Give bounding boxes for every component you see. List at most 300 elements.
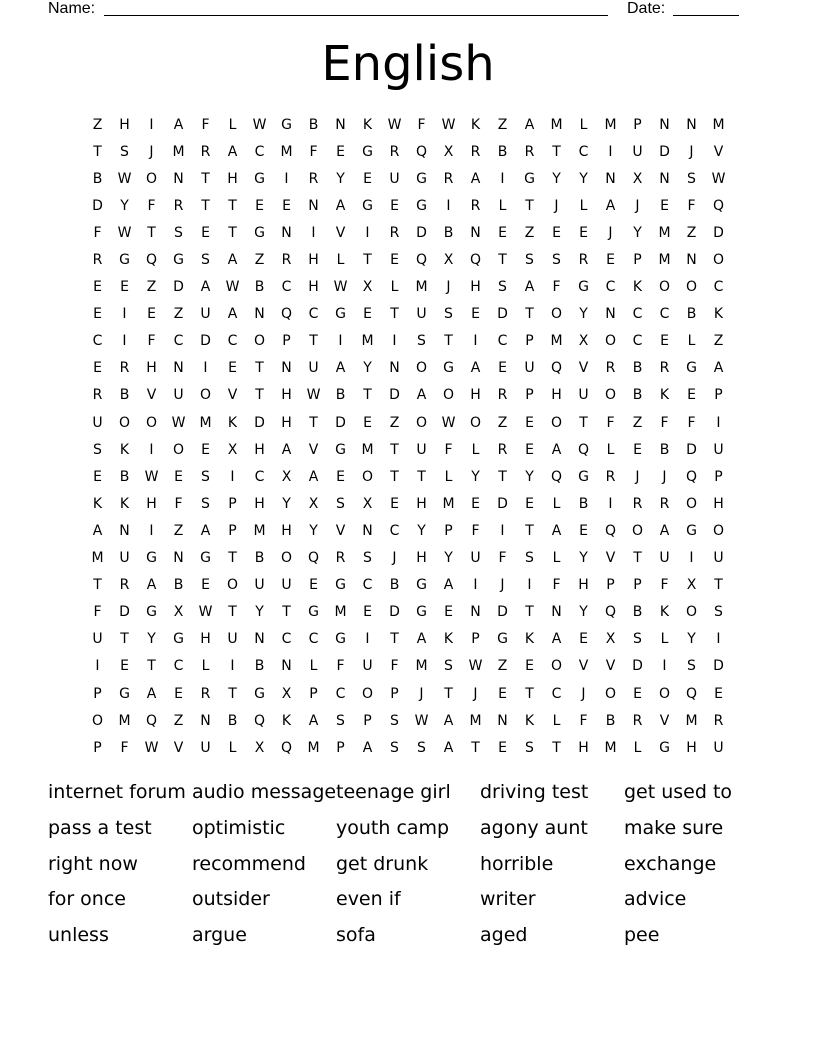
grid-letter: Y bbox=[336, 170, 345, 187]
grid-letter: R bbox=[173, 197, 184, 214]
grid-letter: S bbox=[93, 441, 102, 458]
grid-letter: T bbox=[525, 604, 534, 621]
grid-letter: O bbox=[226, 577, 239, 594]
grid-letter: A bbox=[227, 252, 238, 269]
grid-letter: A bbox=[659, 522, 670, 539]
grid-letter: G bbox=[308, 604, 319, 621]
grid-letter: R bbox=[497, 387, 508, 404]
grid-letter: C bbox=[578, 143, 589, 160]
word-bank-item: aged bbox=[480, 924, 528, 947]
grid-letter: E bbox=[120, 658, 129, 675]
grid-letter: R bbox=[443, 170, 454, 187]
grid-letter: T bbox=[525, 522, 534, 539]
grid-letter: U bbox=[362, 658, 373, 675]
grid-letter: M bbox=[442, 495, 455, 512]
grid-letter: G bbox=[335, 306, 346, 323]
grid-letter: F bbox=[93, 224, 102, 241]
grid-letter: D bbox=[686, 441, 697, 458]
word-bank-item: audio message bbox=[192, 781, 337, 803]
grid-letter: G bbox=[578, 279, 589, 296]
grid-letter: E bbox=[498, 360, 507, 377]
grid-letter: Q bbox=[145, 712, 158, 729]
grid-letter: M bbox=[199, 414, 212, 431]
grid-letter: N bbox=[605, 306, 616, 323]
word-bank-item: horrible bbox=[480, 852, 554, 875]
grid-letter: J bbox=[608, 224, 613, 241]
grid-letter: E bbox=[579, 631, 588, 648]
grid-letter: L bbox=[633, 739, 642, 756]
grid-letter: G bbox=[119, 685, 130, 702]
grid-letter: I bbox=[230, 658, 235, 675]
grid-letter: Q bbox=[550, 468, 563, 485]
grid-letter: H bbox=[227, 170, 238, 187]
grid-letter: E bbox=[525, 495, 534, 512]
grid-letter: I bbox=[230, 468, 235, 485]
grid-letter: B bbox=[119, 468, 130, 485]
grid-letter: U bbox=[281, 577, 292, 594]
grid-letter: L bbox=[498, 197, 507, 214]
grid-letter: I bbox=[446, 197, 451, 214]
grid-letter: D bbox=[254, 414, 265, 431]
grid-letter: H bbox=[254, 495, 265, 512]
grid-letter: B bbox=[497, 143, 508, 160]
grid-letter: V bbox=[335, 522, 346, 539]
grid-letter: M bbox=[334, 604, 347, 621]
word-bank-item: pee bbox=[624, 924, 660, 947]
grid-letter: S bbox=[498, 279, 507, 296]
grid-letter: B bbox=[254, 279, 265, 296]
grid-letter: R bbox=[632, 495, 643, 512]
grid-letter: K bbox=[281, 712, 292, 729]
grid-letter: C bbox=[389, 522, 400, 539]
grid-letter: G bbox=[146, 604, 157, 621]
grid-letter: V bbox=[335, 224, 346, 241]
grid-letter: U bbox=[659, 550, 670, 567]
grid-letter: K bbox=[443, 631, 454, 648]
grid-letter: C bbox=[632, 306, 643, 323]
grid-letter: H bbox=[146, 360, 157, 377]
grid-letter: A bbox=[524, 279, 535, 296]
grid-letter: P bbox=[714, 387, 723, 404]
grid-letter: V bbox=[146, 387, 157, 404]
grid-letter: E bbox=[471, 495, 480, 512]
grid-letter: P bbox=[228, 522, 237, 539]
grid-letter: N bbox=[173, 550, 184, 567]
grid-letter: F bbox=[93, 604, 102, 621]
grid-letter: D bbox=[200, 333, 211, 350]
grid-letter: P bbox=[93, 685, 102, 702]
grid-letter: Z bbox=[173, 522, 184, 539]
grid-letter: H bbox=[281, 414, 292, 431]
grid-letter: T bbox=[228, 550, 237, 567]
grid-letter: Q bbox=[604, 604, 617, 621]
grid-letter: S bbox=[525, 739, 534, 756]
grid-letter: Q bbox=[469, 252, 482, 269]
grid-letter: E bbox=[255, 197, 264, 214]
grid-letter: C bbox=[551, 685, 562, 702]
grid-letter: Y bbox=[633, 224, 642, 241]
grid-letter: S bbox=[687, 658, 696, 675]
grid-letter: L bbox=[552, 550, 561, 567]
grid-letter: V bbox=[605, 550, 616, 567]
word-bank-item: teenage girl bbox=[336, 781, 451, 803]
grid-letter: O bbox=[469, 414, 482, 431]
grid-letter: M bbox=[307, 739, 320, 756]
grid-letter: R bbox=[389, 224, 400, 241]
grid-letter: A bbox=[281, 441, 292, 458]
grid-letter: X bbox=[443, 143, 454, 160]
grid-letter: F bbox=[660, 577, 669, 594]
grid-letter: H bbox=[686, 739, 697, 756]
grid-letter: A bbox=[362, 739, 373, 756]
grid-letter: N bbox=[659, 116, 670, 133]
grid-letter: K bbox=[524, 631, 535, 648]
grid-letter: M bbox=[604, 116, 617, 133]
grid-letter: E bbox=[633, 685, 642, 702]
grid-letter: I bbox=[689, 550, 694, 567]
grid-letter: A bbox=[308, 712, 319, 729]
grid-letter: A bbox=[335, 197, 346, 214]
word-bank-item: writer bbox=[480, 888, 536, 911]
grid-letter: H bbox=[416, 495, 427, 512]
grid-letter: H bbox=[470, 279, 481, 296]
grid-letter: G bbox=[443, 360, 454, 377]
grid-letter: R bbox=[92, 387, 103, 404]
grid-letter: T bbox=[714, 577, 723, 594]
grid-letter: O bbox=[118, 414, 131, 431]
grid-letter: Y bbox=[471, 468, 480, 485]
grid-letter: L bbox=[471, 441, 480, 458]
grid-letter: B bbox=[659, 441, 670, 458]
grid-letter: G bbox=[335, 577, 346, 594]
grid-letter: U bbox=[416, 441, 427, 458]
date-input-line[interactable] bbox=[673, 15, 739, 16]
grid-letter: H bbox=[308, 279, 319, 296]
grid-letter: E bbox=[498, 224, 507, 241]
grid-letter: O bbox=[604, 387, 617, 404]
grid-letter: Q bbox=[280, 306, 293, 323]
grid-letter: L bbox=[201, 658, 210, 675]
grid-letter: Y bbox=[363, 360, 372, 377]
grid-letter: Y bbox=[309, 522, 318, 539]
grid-letter: G bbox=[173, 252, 184, 269]
grid-letter: M bbox=[712, 116, 725, 133]
grid-letter: G bbox=[524, 170, 535, 187]
grid-letter: S bbox=[525, 252, 534, 269]
grid-letter: P bbox=[714, 468, 723, 485]
grid-letter: W bbox=[468, 658, 483, 675]
grid-letter: E bbox=[660, 197, 669, 214]
grid-letter: T bbox=[498, 252, 507, 269]
grid-letter: O bbox=[550, 306, 563, 323]
grid-letter: X bbox=[308, 495, 319, 512]
grid-letter: D bbox=[497, 604, 508, 621]
grid-letter: Q bbox=[604, 522, 617, 539]
grid-letter: Z bbox=[632, 414, 643, 431]
grid-letter: Q bbox=[253, 712, 266, 729]
grid-letter: E bbox=[498, 685, 507, 702]
grid-letter: A bbox=[200, 522, 211, 539]
grid-letter: E bbox=[390, 495, 399, 512]
grid-letter: E bbox=[714, 685, 723, 702]
grid-letter: W bbox=[144, 468, 159, 485]
grid-letter: H bbox=[281, 522, 292, 539]
grid-letter: L bbox=[687, 333, 696, 350]
grid-letter: H bbox=[578, 577, 589, 594]
grid-letter: D bbox=[659, 143, 670, 160]
grid-letter: O bbox=[361, 468, 374, 485]
grid-letter: Z bbox=[524, 224, 535, 241]
grid-letter: A bbox=[146, 577, 157, 594]
grid-letter: E bbox=[525, 658, 534, 675]
grid-letter: F bbox=[120, 739, 129, 756]
grid-letter: U bbox=[524, 360, 535, 377]
grid-letter: K bbox=[524, 712, 535, 729]
grid-letter: X bbox=[605, 631, 616, 648]
word-bank-item: get used to bbox=[624, 781, 733, 803]
grid-letter: N bbox=[173, 170, 184, 187]
grid-letter: D bbox=[119, 604, 130, 621]
grid-letter: N bbox=[254, 631, 265, 648]
word-bank-item: driving test bbox=[480, 781, 589, 803]
word-bank-item: agony aunt bbox=[480, 816, 588, 839]
letter-grid bbox=[84, 111, 732, 761]
grid-letter: T bbox=[525, 197, 534, 214]
grid-letter: A bbox=[443, 712, 454, 729]
grid-letter: G bbox=[416, 197, 427, 214]
grid-letter: D bbox=[335, 414, 346, 431]
grid-letter: O bbox=[685, 604, 698, 621]
grid-letter: S bbox=[336, 712, 345, 729]
grid-letter: U bbox=[119, 550, 130, 567]
grid-letter: A bbox=[416, 387, 427, 404]
grid-letter: P bbox=[228, 495, 237, 512]
grid-letter: T bbox=[228, 604, 237, 621]
grid-letter: P bbox=[93, 739, 102, 756]
grid-letter: K bbox=[713, 306, 724, 323]
header bbox=[48, 0, 748, 20]
grid-letter: A bbox=[551, 631, 562, 648]
grid-letter: R bbox=[632, 712, 643, 729]
grid-letter: Q bbox=[280, 739, 293, 756]
grid-letter: E bbox=[336, 468, 345, 485]
grid-letter: V bbox=[578, 360, 589, 377]
grid-letter: I bbox=[149, 441, 154, 458]
grid-letter: M bbox=[118, 712, 131, 729]
grid-letter: O bbox=[253, 333, 266, 350]
grid-letter: D bbox=[497, 306, 508, 323]
grid-letter: Z bbox=[92, 116, 103, 133]
grid-letter: R bbox=[119, 360, 130, 377]
grid-letter: H bbox=[416, 550, 427, 567]
grid-letter: S bbox=[417, 333, 426, 350]
grid-letter: F bbox=[444, 441, 453, 458]
grid-letter: A bbox=[227, 306, 238, 323]
grid-letter: O bbox=[415, 360, 428, 377]
grid-letter: L bbox=[552, 712, 561, 729]
grid-letter: G bbox=[335, 441, 346, 458]
grid-letter: O bbox=[712, 252, 725, 269]
grid-letter: X bbox=[632, 170, 643, 187]
grid-letter: P bbox=[633, 577, 642, 594]
grid-letter: U bbox=[470, 550, 481, 567]
grid-letter: L bbox=[606, 441, 615, 458]
grid-letter: O bbox=[145, 414, 158, 431]
grid-letter: E bbox=[201, 224, 210, 241]
grid-letter: O bbox=[550, 414, 563, 431]
grid-letter: F bbox=[687, 197, 696, 214]
grid-letter: V bbox=[308, 441, 319, 458]
grid-letter: C bbox=[362, 577, 373, 594]
name-input-line[interactable] bbox=[104, 15, 608, 16]
grid-letter: N bbox=[470, 224, 481, 241]
grid-letter: J bbox=[635, 197, 640, 214]
grid-letter: N bbox=[686, 252, 697, 269]
word-bank bbox=[48, 777, 768, 956]
grid-letter: C bbox=[632, 333, 643, 350]
grid-letter: S bbox=[201, 468, 210, 485]
grid-letter: C bbox=[497, 333, 508, 350]
word-bank-item: optimistic bbox=[192, 816, 286, 839]
word-bank-item: make sure bbox=[624, 816, 724, 839]
page-title: English bbox=[321, 36, 495, 92]
grid-letter: D bbox=[632, 658, 643, 675]
grid-letter: G bbox=[254, 685, 265, 702]
grid-letter: X bbox=[173, 604, 184, 621]
grid-letter: U bbox=[227, 631, 238, 648]
grid-letter: V bbox=[173, 739, 184, 756]
grid-letter: Y bbox=[552, 170, 561, 187]
grid-letter: T bbox=[93, 143, 102, 160]
grid-letter: H bbox=[713, 495, 724, 512]
grid-letter: Q bbox=[415, 252, 428, 269]
grid-letter: M bbox=[469, 712, 482, 729]
grid-letter: S bbox=[633, 631, 642, 648]
grid-letter: B bbox=[686, 306, 697, 323]
grid-letter: G bbox=[497, 631, 508, 648]
grid-letter: B bbox=[632, 387, 643, 404]
grid-letter: J bbox=[581, 685, 586, 702]
grid-letter: B bbox=[389, 577, 400, 594]
grid-letter: W bbox=[198, 604, 213, 621]
grid-letter: F bbox=[660, 414, 669, 431]
grid-letter: W bbox=[225, 279, 240, 296]
grid-letter: B bbox=[632, 360, 643, 377]
grid-letter: U bbox=[389, 170, 400, 187]
grid-letter: W bbox=[171, 414, 186, 431]
grid-letter: O bbox=[712, 522, 725, 539]
grid-letter: I bbox=[95, 658, 100, 675]
grid-letter: W bbox=[414, 712, 429, 729]
grid-letter: K bbox=[632, 279, 643, 296]
grid-letter: M bbox=[415, 658, 428, 675]
grid-letter: E bbox=[93, 360, 102, 377]
grid-letter: A bbox=[443, 739, 454, 756]
grid-letter: U bbox=[200, 739, 211, 756]
word-bank-item: advice bbox=[624, 888, 687, 911]
grid-letter: Y bbox=[282, 495, 291, 512]
grid-letter: O bbox=[685, 279, 698, 296]
grid-letter: E bbox=[525, 414, 534, 431]
grid-letter: R bbox=[92, 252, 103, 269]
grid-letter: O bbox=[280, 550, 293, 567]
grid-letter: D bbox=[389, 387, 400, 404]
grid-letter: Y bbox=[120, 197, 129, 214]
grid-letter: F bbox=[147, 197, 156, 214]
grid-letter: Z bbox=[497, 116, 508, 133]
grid-letter: E bbox=[471, 306, 480, 323]
grid-letter: O bbox=[658, 685, 671, 702]
grid-letter: J bbox=[635, 468, 640, 485]
grid-letter: E bbox=[498, 739, 507, 756]
grid-letter: C bbox=[254, 468, 265, 485]
word-bank-item: youth camp bbox=[336, 816, 450, 839]
grid-letter: R bbox=[470, 143, 481, 160]
grid-letter: Z bbox=[254, 252, 265, 269]
grid-letter: H bbox=[146, 495, 157, 512]
grid-letter: T bbox=[390, 306, 399, 323]
grid-letter: U bbox=[92, 631, 103, 648]
grid-letter: F bbox=[471, 522, 480, 539]
grid-letter: V bbox=[659, 712, 670, 729]
grid-letter: W bbox=[441, 116, 456, 133]
grid-letter: Y bbox=[525, 468, 534, 485]
grid-letter: X bbox=[227, 441, 238, 458]
grid-letter: N bbox=[362, 522, 373, 539]
grid-letter: N bbox=[173, 360, 184, 377]
grid-letter: S bbox=[120, 143, 129, 160]
grid-letter: L bbox=[228, 739, 237, 756]
grid-letter: D bbox=[713, 224, 724, 241]
grid-letter: M bbox=[361, 441, 374, 458]
grid-letter: E bbox=[633, 441, 642, 458]
grid-letter: H bbox=[308, 252, 319, 269]
grid-letter: N bbox=[308, 197, 319, 214]
grid-letter: N bbox=[119, 522, 130, 539]
grid-letter: W bbox=[441, 414, 456, 431]
grid-letter: E bbox=[660, 333, 669, 350]
grid-letter: N bbox=[551, 604, 562, 621]
grid-letter: H bbox=[578, 739, 589, 756]
grid-letter: H bbox=[254, 441, 265, 458]
grid-letter: T bbox=[255, 387, 264, 404]
word-bank-item: argue bbox=[192, 924, 247, 947]
grid-letter: J bbox=[500, 577, 505, 594]
grid-letter: O bbox=[685, 495, 698, 512]
grid-letter: E bbox=[363, 604, 372, 621]
grid-letter: G bbox=[578, 468, 589, 485]
grid-letter: T bbox=[390, 468, 399, 485]
grid-letter: K bbox=[659, 604, 670, 621]
grid-letter: B bbox=[119, 387, 130, 404]
grid-letter: C bbox=[281, 279, 292, 296]
grid-letter: M bbox=[685, 712, 698, 729]
grid-letter: O bbox=[172, 441, 185, 458]
grid-letter: J bbox=[392, 550, 397, 567]
grid-letter: Y bbox=[579, 170, 588, 187]
grid-letter: M bbox=[658, 252, 671, 269]
grid-letter: A bbox=[470, 170, 481, 187]
grid-letter: G bbox=[362, 143, 373, 160]
grid-letter: I bbox=[392, 333, 397, 350]
grid-letter: S bbox=[201, 495, 210, 512]
grid-letter: E bbox=[552, 224, 561, 241]
grid-letter: U bbox=[173, 387, 184, 404]
grid-letter: U bbox=[578, 387, 589, 404]
grid-letter: A bbox=[443, 577, 454, 594]
grid-letter: I bbox=[473, 333, 478, 350]
grid-letter: R bbox=[389, 143, 400, 160]
